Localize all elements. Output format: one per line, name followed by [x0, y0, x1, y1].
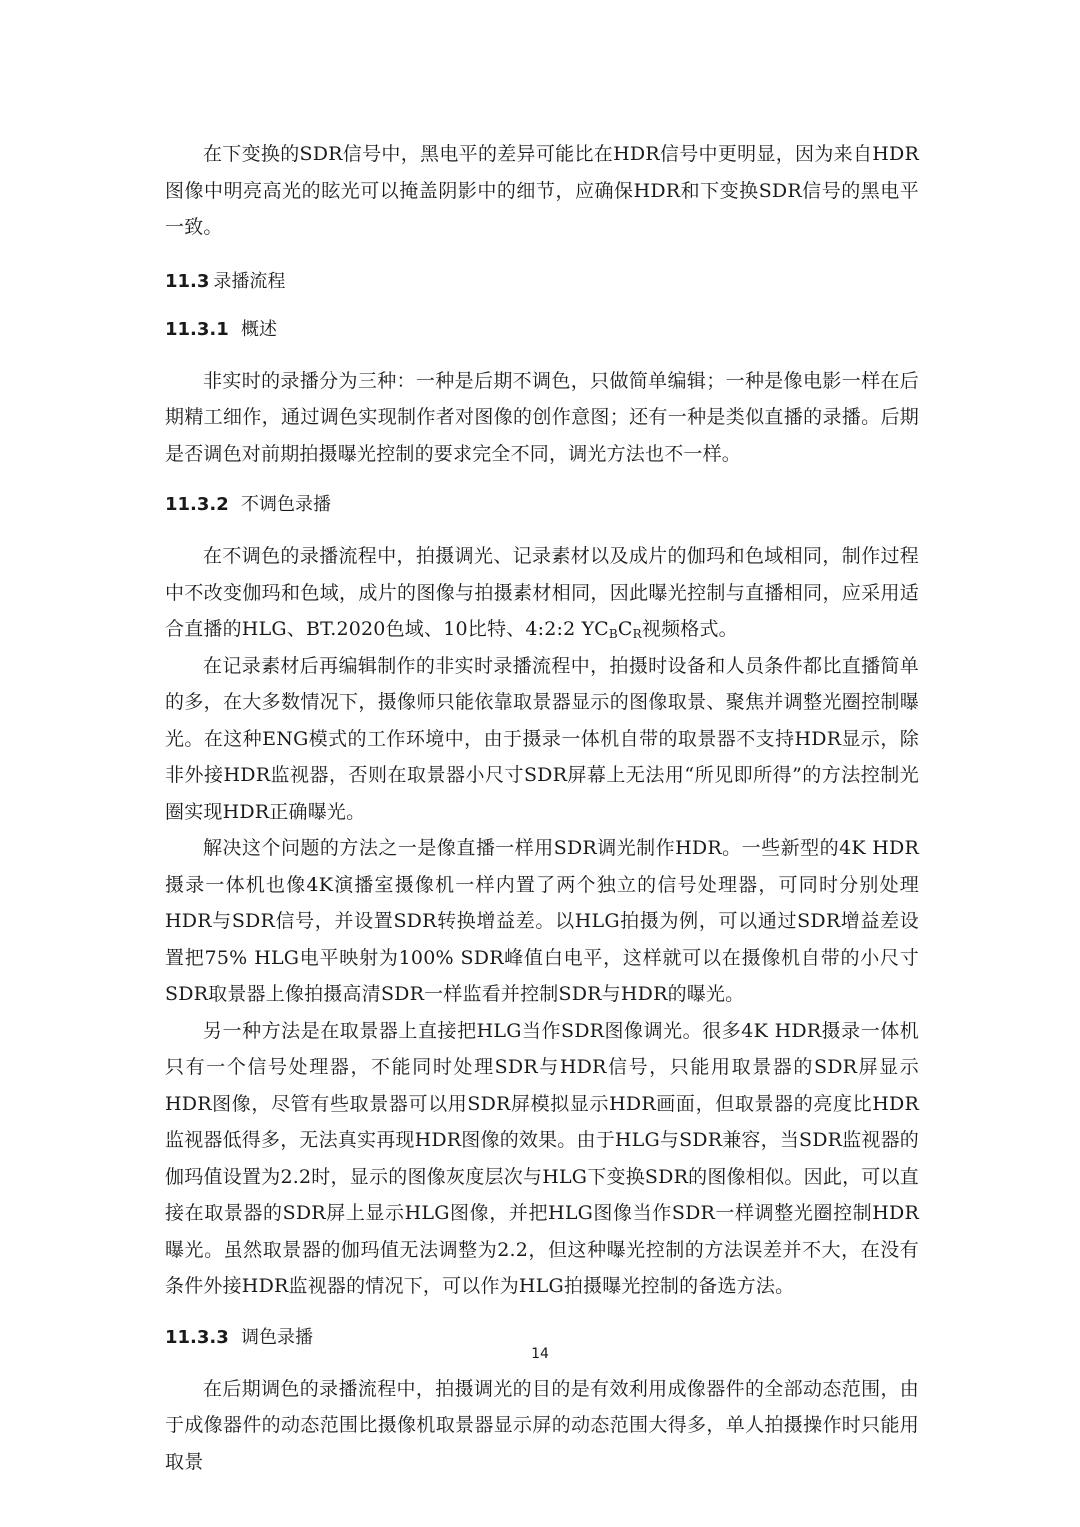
- document-body: [165, 136, 919, 1480]
- paragraph-eng-mode: 在记录素材后再编辑制作的非实时录播流程中，拍摄时设备和人员条件都比直播简单的多，在大多数情况下，摄像师只能依靠取景器显示的图像取景、聚焦并调整光圈控制曝光。在这种ENG模式的工作环境中，由于摄录一体机自带的取景器不支持HDR显示，除非外接HDR监视器，否则在取景器小尺寸SDR屏幕上无法用“所见即所得”的方法控制光圈实现HDR正确曝光。: [165, 654, 919, 823]
- text-run: 视频格式。: [641, 618, 738, 640]
- subscript-r: R: [632, 627, 642, 641]
- paragraph-solution-one: 解决这个问题的方法之一是像直播一样用SDR调光制作HDR。一些新型的4K HDR摄录一体机也像4K演播室摄像机一样内置了两个独立的信号处理器，可同时分别处理HDR与SDR信号，并设置SDR转换增益差。以HLG拍摄为例，可以通过SDR增益差设置把75% HLG电平映射为100% SDR峰值白电平，这样就可以在摄像机自带的小尺寸SDR取景器上像拍摄高清SDR一样监看并控制SDR与HDR的曝光。: [165, 837, 919, 1005]
- paragraph-no-grading-workflow: [165, 538, 919, 648]
- subscript-b: B: [608, 627, 618, 641]
- heading-11-3: [165, 270, 919, 294]
- heading-number: 11.3.2: [165, 494, 229, 515]
- paragraph-overview: 非实时的录播分为三种：一种是后期不调色，只做简单编辑；一种是像电影一样在后期精工细作，通过调色实现制作者对图像的创作意图；还有一种是类似直播的录播。后期是否调色对前期拍摄曝光控制的要求完全不同，调光方法也不一样。: [165, 369, 919, 465]
- page-number: 14: [531, 1346, 549, 1362]
- paragraph-grading-workflow: 在后期调色的录播流程中，拍摄调光的目的是有效利用成像器件的全部动态范围，由于成像器件的动态范围比摄像机取景器显示屏的动态范围大得多，单人拍摄操作时只能用取景: [165, 1377, 919, 1473]
- text-run: 在不调色的录播流程中，拍摄调光、记录素材以及成片的伽玛和色域相同，制作过程中不改变伽玛和色域，成片的图像与拍摄素材相同，因此曝光控制与直播相同，应采用适合直播的HLG、BT.2020色域、10比特、4:2:2 YC: [165, 545, 919, 640]
- heading-number: 11.3.1: [165, 318, 229, 340]
- heading-title: 不调色录播: [241, 494, 331, 515]
- heading-title: 录播流程: [213, 270, 286, 292]
- paragraph-sdr-black-level: 在下变换的SDR信号中，黑电平的差异可能比在HDR信号中更明显，因为来自HDR图像中明亮高光的眩光可以掩盖阴影中的细节，应确保HDR和下变换SDR信号的黑电平一致。: [165, 143, 919, 238]
- heading-title: 调色录播: [241, 1326, 313, 1348]
- heading-11-3-1: [165, 318, 919, 342]
- paragraph-solution-two: 另一种方法是在取景器上直接把HLG当作SDR图像调光。很多4K HDR摄录一体机只有一个信号处理器，不能同时处理SDR与HDR信号，只能用取景器的SDR屏显示HDR图像，尽管有些取景器可以用SDR屏模拟显示HDR画面，但取景器的亮度比HDR监视器低得多，无法真实再现HDR图像的效果。由于HLG与SDR兼容，当SDR监视器的伽玛值设置为2.2时，显示的图像灰度层次与HLG下变换SDR的图像相似。因此，可以直接在取景器的SDR屏上显示HLG图像，并把HLG图像当作SDR一样调整光圈控制HDR曝光。虽然取景器的伽玛值无法调整为2.2，但这种曝光控制的方法误差并不大，在没有条件外接HDR监视器的情况下，可以作为HLG拍摄曝光控制的备选方法。: [165, 1019, 919, 1297]
- heading-number: 11.3.3: [165, 1326, 229, 1348]
- heading-number: 11.3: [165, 270, 210, 292]
- text-run: C: [617, 618, 633, 640]
- heading-title: 概述: [241, 318, 277, 340]
- heading-11-3-2: [165, 493, 919, 517]
